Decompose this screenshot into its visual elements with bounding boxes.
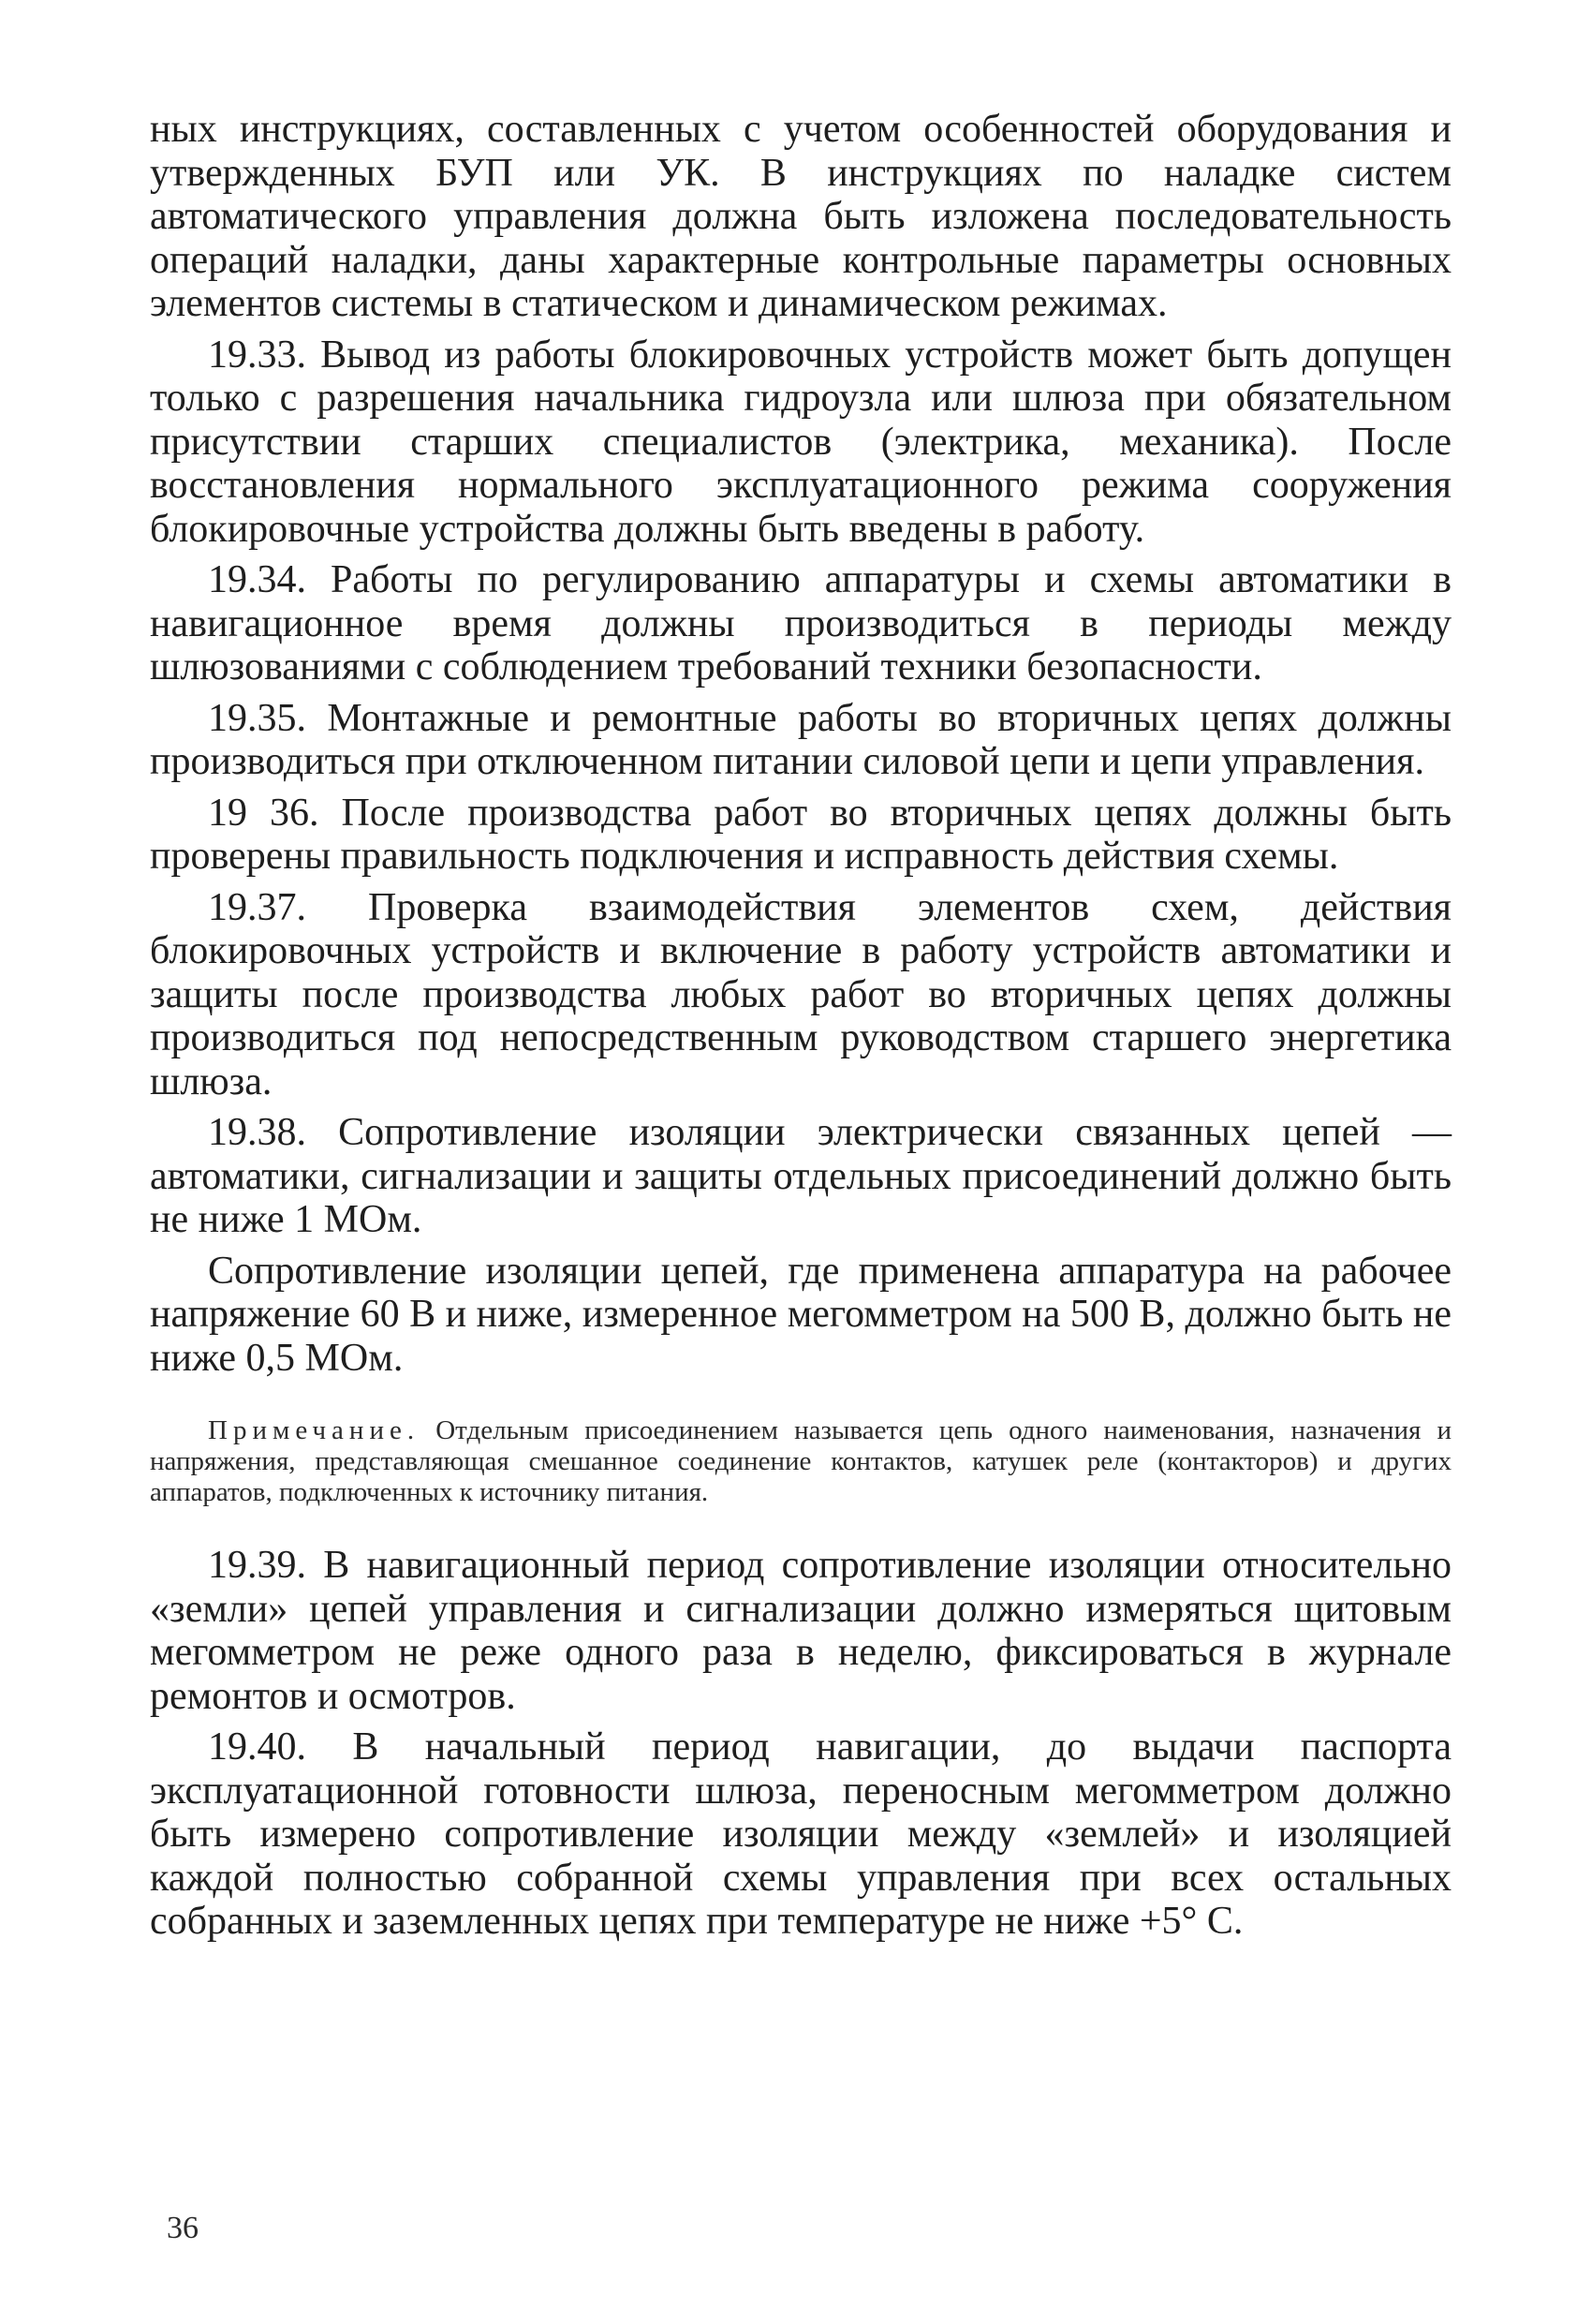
paragraph-19-38: 19.38. Сопротивление изоляции электрически связанных цепей — автоматики, сигнализации и защиты отдельных присоединений должно быть не ниже 1 МОм. (150, 1111, 1452, 1241)
paragraph-19-40: 19.40. В начальный период навигации, до выдачи паспорта эксплуатационной готовности шлюза, переносным мегомметром должно быть измерено сопротивление изоляции между «землей» и изоляцией каждой полностью собранной схемы управления при всех остальных собранных и заземленных цепях при температуре не ниже +5° С. (150, 1725, 1452, 1943)
paragraph-19-39: 19.39. В навигационный период сопротивление изоляции относительно «земли» цепей управления и сигнализации должно измеряться щитовым мегомметром не реже одного раза в неделю, фиксироваться в журнале ремонтов и осмотров. (150, 1544, 1452, 1718)
page-number: 36 (167, 2211, 199, 2245)
note-label: Примечание. (208, 1415, 420, 1445)
paragraph-19-36: 19 36. После производства работ во вторичных цепях должны быть проверены правильность подключения и исправность действия схемы. (150, 791, 1452, 878)
note (150, 1415, 1452, 1508)
paragraph-19-38-continued: Сопротивление изоляции цепей, где применена аппаратура на рабочее напряжение 60 В и ниже, измеренное мегомметром на 500 В, должно быть не ниже 0,5 МОм. (150, 1249, 1452, 1380)
paragraph-19-33: 19.33. Вывод из работы блокировочных устройств может быть допущен только с разрешения начальника гидроузла или шлюза при обязательном присутствии старших специалистов (электрика, механика). После восстановления нормального эксплуатационного режима сооружения блокировочные устройства должны быть введены в работу. (150, 333, 1452, 551)
note-text: Отдельным присоединением называется цепь одного наименования, назначения и напряжения, представляющая смешанное соединение контактов, катушек реле (контакторов) и других аппаратов, подключенных к источнику питания. (150, 1415, 1452, 1507)
paragraph-continued: ных инструкциях, составленных с учетом особенностей оборудования и утвержденных БУП или УК. В инструкциях по наладке систем автоматического управления должна быть изложена последовательность операций наладки, даны характерные контрольные параметры основных элементов системы в статическом и динамическом режимах. (150, 108, 1452, 325)
document-page (150, 108, 1452, 1951)
paragraph-19-37: 19.37. Проверка взаимодействия элементов схем, действия блокировочных устройств и включение в работу устройств автоматики и защиты после производства любых работ во вторичных цепях должны производиться под непосредственным руководством старшего энергетика шлюза. (150, 885, 1452, 1103)
paragraph-19-34: 19.34. Работы по регулированию аппаратуры и схемы автоматики в навигационное время должны производиться в периоды между шлюзованиями с соблюдением требований техники безопасности. (150, 558, 1452, 688)
paragraph-19-35: 19.35. Монтажные и ремонтные работы во вторичных цепях должны производиться при отключенном питании силовой цепи и цепи управления. (150, 696, 1452, 783)
